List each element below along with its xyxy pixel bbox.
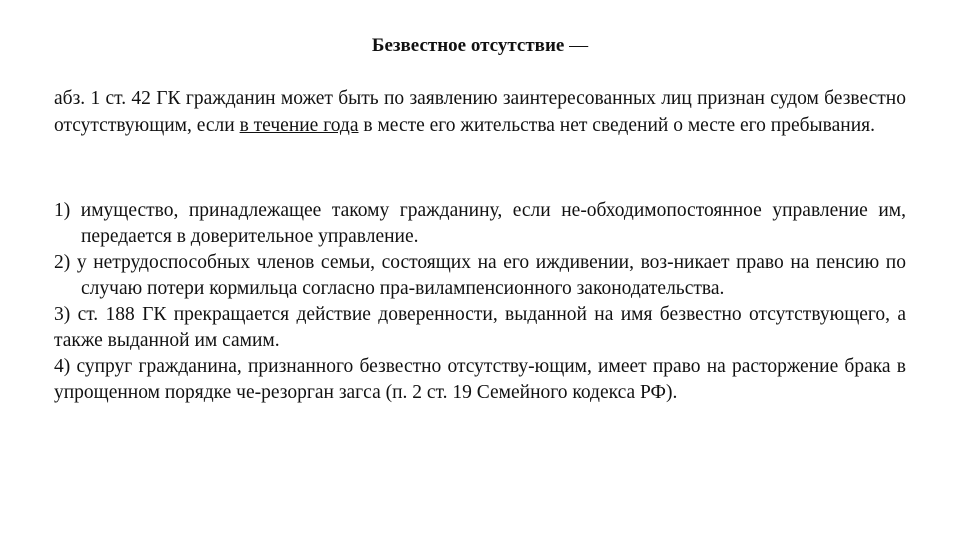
list-item-3: 3) ст. 188 ГК прекращается действие доверенности, выданной на имя безвестно отсутствующего, а также выданной им самим.: [54, 304, 906, 351]
list-item-1: 1) имущество, принадлежащее такому гражданину, если не-обходимопостоянное управление им, передается в доверительное управление.: [54, 200, 906, 247]
intro-paragraph: [54, 85, 906, 139]
list-item-2: 2) у нетрудоспособных членов семьи, состоящих на его иждивении, воз-никает право на пенсию по случаю потери кормильца согласно пра-вилампенсионного законодательства.: [54, 252, 906, 299]
intro-text-2: в месте его жительства нет сведений о месте его пребывания.: [358, 115, 875, 136]
list-item-4: 4) супруг гражданина, признанного безвестно отсутству-ющим, имеет право на расторжение брака в упрощенном порядке че-резорган загса (п. 2 ст. 19 Семейного кодекса РФ).: [54, 356, 906, 403]
consequences-list: [54, 198, 906, 406]
intro-text-1: абз. 1 ст. 42 ГК гражданин может быть по заявлению заинтересованных лиц признан судом безвестно отсутствующим, если: [54, 88, 906, 136]
slide-title: [0, 34, 960, 58]
title-text: Безвестное отсутствие: [371, 35, 565, 56]
title-dash: —: [564, 35, 589, 56]
intro-underlined: в течение года: [239, 115, 359, 136]
